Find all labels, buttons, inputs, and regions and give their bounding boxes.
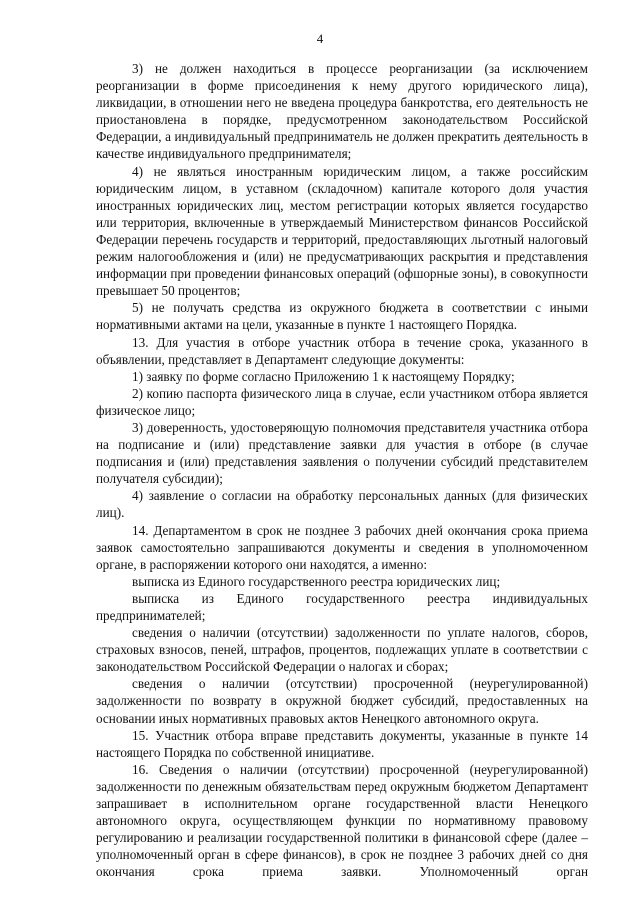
list-item-consent: 4) заявление о согласии на обработку персональных данных (для физических лиц). [96,488,588,521]
list-item-egrul: выписка из Единого государственного реестра юридических лиц; [132,573,501,589]
list-item-application: 1) заявку по форме согласно Приложению 1 к настоящему Порядку; [132,368,515,384]
paragraph-14-requests: 14. Департаментом в срок не позднее 3 рабочих дней окончания срока приема заявок самостоятельно запрашиваются документы и сведения в уполномоченном органе, в распоряжении которого они находятся, а именно: [96,522,588,572]
list-item-power-of-attorney: 3) доверенность, удостоверяющую полномочия представителя участника отбора на подписание и (или) представление заявки для участия в отборе (в случае подписания и (или) представления заявления о получении субсидий представителем получателя субсидии); [96,419,588,487]
list-item-egrip: выписка из Единого государственного реестра индивидуальных предпринимателей; [96,590,588,623]
document-body [96,60,588,881]
paragraph-5-no-budget-funds: 5) не получать средства из окружного бюджета в соответствии с иными нормативными актами на цели, указанные в пункте 1 настоящего Порядка. [96,300,588,333]
paragraph-13-documents: 13. Для участия в отборе участник отбора в течение срока, указанного в объявлении, представляет в Департамент следующие документы: [96,334,588,367]
list-item-subsidy-debt: сведения о наличии (отсутствии) просроченной (неурегулированной) задолженности по возврату в окружной бюджет субсидий, предоставленных на основании иных нормативных правовых актов Ненецкого автономного округа. [96,676,588,726]
paragraph-15-own-initiative: 15. Участник отбора вправе представить документы, указанные в пункте 14 настоящего Порядка по собственной инициативе. [96,727,588,760]
list-item-tax-debt: сведения о наличии (отсутствии) задолженности по уплате налогов, сборов, страховых взносов, пеней, штрафов, процентов, подлежащих уплате в соответствии с законодательством Российской Федерации о налогах и сборах; [96,625,588,675]
paragraph-4-foreign-entity: 4) не являться иностранным юридическим лицом, а также российским юридическим лицом, в уставном (складочном) капитале которого доля участия иностранных юридических лиц, местом регистрации которых является государство или территория, включенные в утверждаемый Министерством финансов Российской Федерации перечень государств и территорий, предоставляющих льготный налоговый режим налогообложения и (или) не предусматривающих раскрытия и представления информации при проведении финансовых операций (офшорные зоны), в совокупности превышает 50 процентов; [96,163,588,299]
list-item-passport: 2) копию паспорта физического лица в случае, если участником отбора является физическое лицо; [96,385,588,418]
paragraph-3-reorganization: 3) не должен находиться в процессе реорганизации (за исключением реорганизации в форме присоединения к нему другого юридического лица), ликвидации, в отношении него не введена процедура банкротства, его деятельность не приостановлена в порядке, предусмотренном законодательством Российской Федерации, а индивидуальный предприниматель не должен прекратить деятельность в качестве индивидуального предпринимателя; [96,61,588,162]
page-number: 4 [316,31,324,46]
paragraph-16-budget-obligations: 16. Сведения о наличии (отсутствии) просроченной (неурегулированной) задолженности по денежным обязательствам перед окружным бюджетом Департамент запрашивает в исполнительном органе государственной власти Ненецкого автономного округа, осуществляющем функции по нормативному правовому регулированию и реализации государственной политики в финансовой сфере (далее – уполномоченный орган в сфере финансов), в срок не позднее 3 рабочих дней со дня окончания срока приема заявки. Уполномоченный орган [96,761,588,880]
